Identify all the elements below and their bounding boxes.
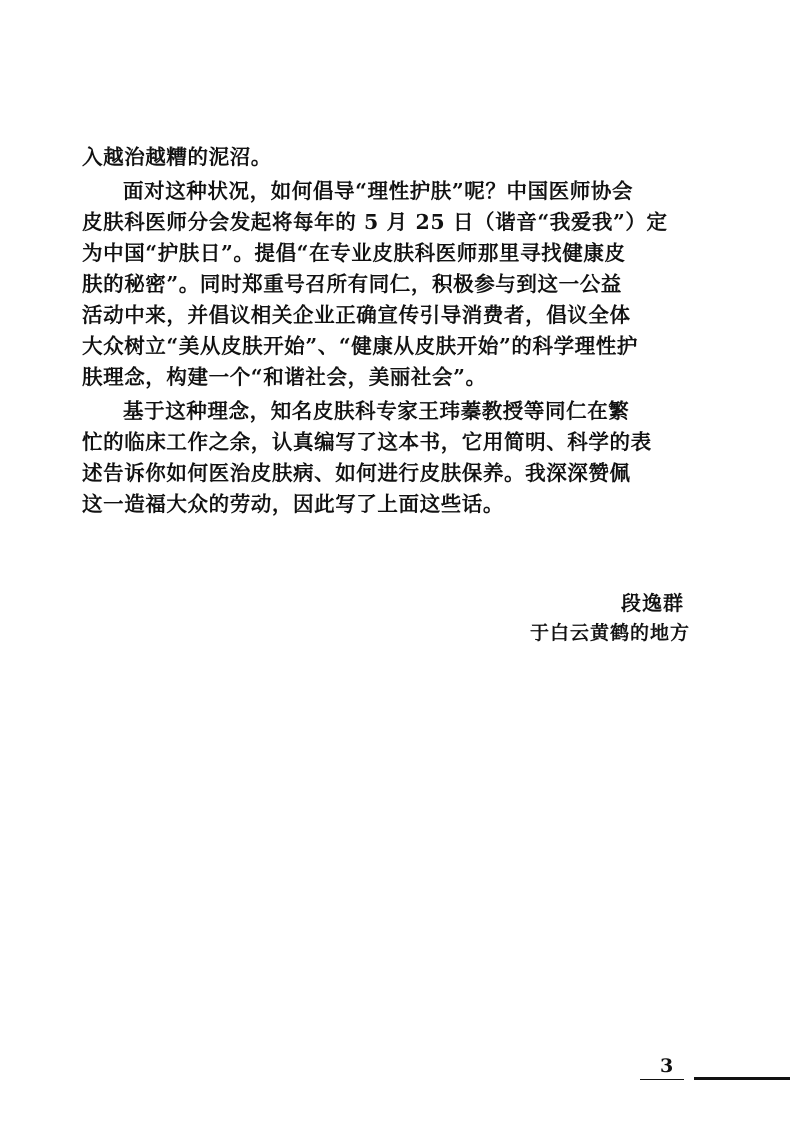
text-line: 面对这种状况，如何倡导“理性护肤”呢？中国医师协会 — [123, 179, 634, 203]
page-number: 3 — [660, 1055, 674, 1077]
text-line: 基于这种理念，知名皮肤科专家王玮蓁教授等同仁在繁 — [123, 399, 630, 423]
text-line: 这一造福大众的劳动，因此写了上面这些话。 — [82, 492, 504, 516]
text-line: 肤理念，构建一个“和谐社会，美丽社会”。 — [82, 365, 487, 389]
text-line: 大众树立“美从皮肤开始”、“健康从皮肤开始”的科学理性护 — [82, 334, 638, 358]
text-line: 活动中来，并倡议相关企业正确宣传引导消费者，倡议全体 — [82, 303, 631, 327]
text-line: 为中国“护肤日”。提倡“在专业皮肤科医师那里寻找健康皮 — [82, 241, 626, 265]
footer-rule-long — [694, 1077, 790, 1080]
text-line: 入越治越糟的泥沼。 — [82, 145, 272, 169]
author-name: 段逸群 — [621, 591, 684, 615]
text-line: 肤的秘密”。同时郑重号召所有同仁，积极参与到这一公益 — [82, 272, 622, 296]
signature-block — [530, 588, 690, 648]
body-text — [82, 142, 692, 520]
text-line: 述告诉你如何医治皮肤病、如何进行皮肤保养。我深深赞佩 — [82, 461, 631, 485]
footer-rule-short — [640, 1079, 684, 1080]
author-place: 于白云黄鹤的地方 — [529, 622, 690, 644]
text-line: 忙的临床工作之余，认真编写了这本书，它用简明、科学的表 — [82, 430, 652, 454]
text-line: 皮肤科医师分会发起将每年的 5 月 25 日（谐音“我爱我”）定 — [82, 210, 668, 234]
